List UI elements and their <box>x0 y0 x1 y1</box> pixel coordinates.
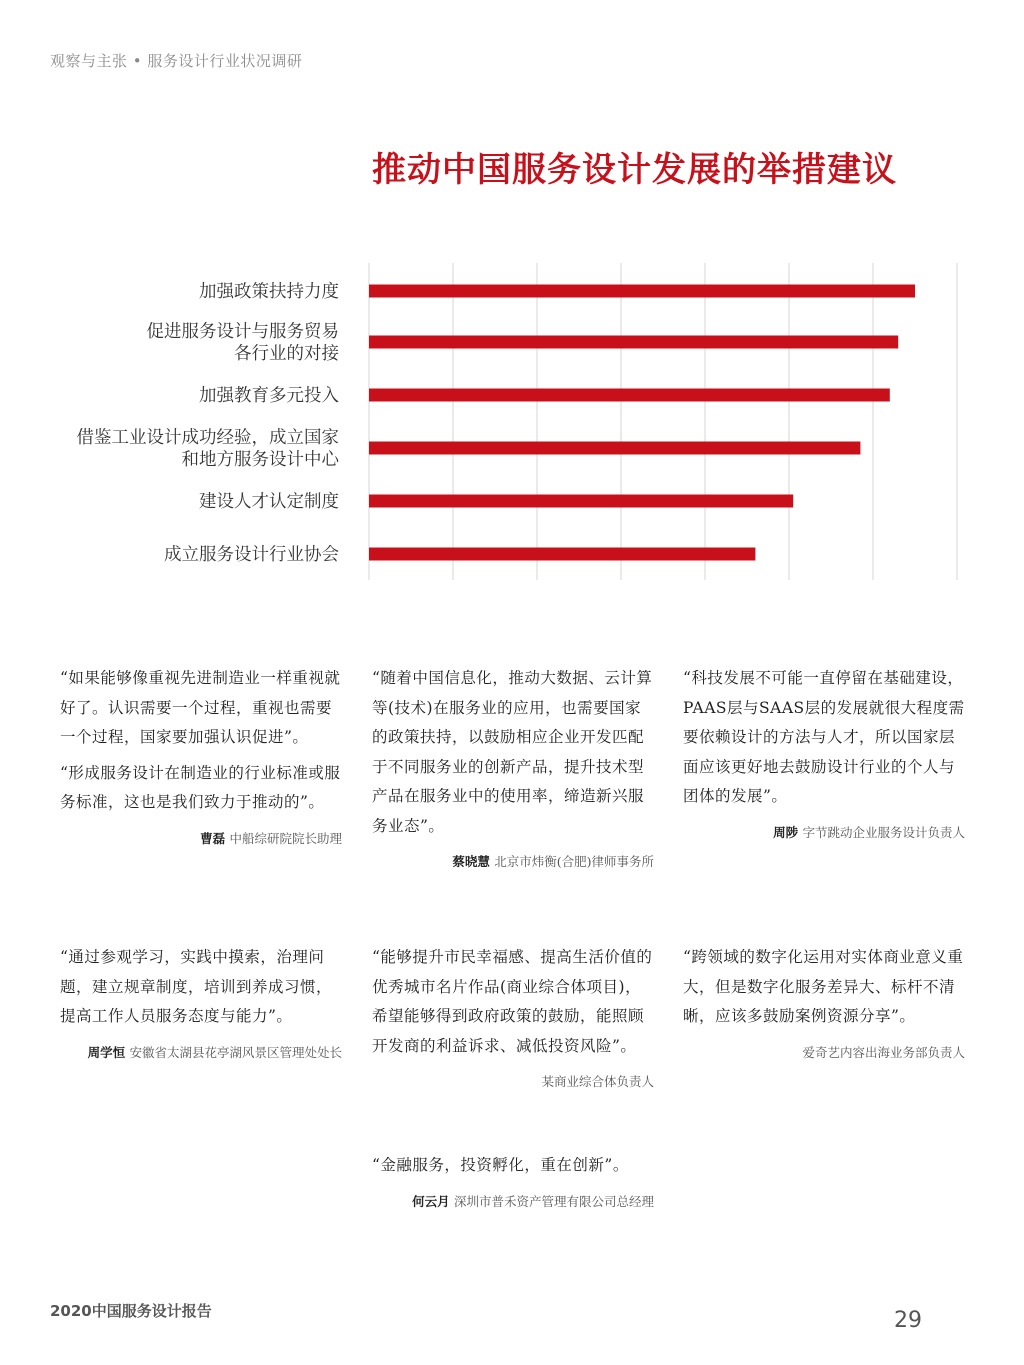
category-label: 加强教育多元投入 <box>199 386 339 406</box>
quote-block-2 <box>372 664 654 873</box>
bar <box>369 389 890 402</box>
quote-block-4 <box>60 943 342 1064</box>
quote-attribution <box>372 1071 654 1093</box>
attribution-role: 字节跳动企业服务设计负责人 <box>802 824 965 840</box>
category-label: 借鉴工业设计成功经验，成立国家 <box>76 428 339 448</box>
bar <box>369 442 860 455</box>
quote-block-3 <box>683 664 965 844</box>
quote-text: “跨领域的数字化运用对实体商业意义重大，但是数字化服务差异大、标杆不清晰，应该多鼓励案例资源分享”。 <box>683 948 964 1025</box>
quote-block-6 <box>683 943 965 1064</box>
quote-attribution <box>683 822 965 844</box>
attribution-name: 曹磊 <box>200 830 230 846</box>
bar <box>369 548 755 561</box>
quote-text: “如果能够像重视先进制造业一样重视就好了。认识需要一个过程，重视也需要一个过程，国家要加强认识促进”。 <box>60 669 341 746</box>
attribution-name: 周学恒 <box>87 1044 130 1060</box>
quote-text: “科技发展不可能一直停留在基础建设，PAAS层与SAAS层的发展就很大程度需要依赖设计的方法与人才，所以国家层面应该更好地去鼓励设计行业的个人与团体的发展”。 <box>683 669 965 805</box>
quote-text: “金融服务，投资孵化，重在创新”。 <box>372 1156 629 1174</box>
breadcrumb: 观察与主张 • 服务设计行业状况调研 <box>50 52 303 70</box>
quote-attribution <box>60 1042 342 1064</box>
category-label: 各行业的对接 <box>234 344 339 364</box>
attribution-name: 周陟 <box>773 824 803 840</box>
bar <box>369 336 898 349</box>
quote-text: “形成服务设计在制造业的行业标准或服务标准，这也是我们致力于推动的”。 <box>60 763 341 811</box>
attribution-name: 何云月 <box>412 1193 454 1209</box>
attribution-role: 爱奇艺内容出海业务部负责人 <box>802 1044 965 1060</box>
quote-text: “随着中国信息化，推动大数据、云计算等(技术)在服务业的应用，也需要国家的政策扶持，以鼓励相应企业开发匹配于不同服务业的创新产品，提升技术型产品在服务业中的使用率，缔造新兴服务业态”。 <box>372 669 653 835</box>
category-label: 成立服务设计行业协会 <box>164 545 339 565</box>
quote-text: “通过参观学习，实践中摸索，治理问题，建立规章制度，培训到养成习惯，提高工作人员服务态度与能力”。 <box>60 948 333 1025</box>
quote-attribution <box>683 1042 965 1064</box>
report-title: 2020中国服务设计报告 <box>50 1302 212 1320</box>
attribution-name: 蔡晓慧 <box>452 854 495 869</box>
quote-block-7 <box>372 1151 654 1213</box>
category-label: 和地方服务设计中心 <box>181 450 339 470</box>
quote-attribution <box>372 851 654 873</box>
quote-text: “能够提升市民幸福感、提高生活价值的优秀城市名片作品(商业综合体项目)，希望能够得到政府政策的鼓励，能照顾开发商的利益诉求、减低投资风险”。 <box>372 948 653 1055</box>
quote-attribution <box>372 1191 654 1213</box>
page-number: 29 <box>894 1308 922 1333</box>
category-label: 促进服务设计与服务贸易 <box>146 322 339 342</box>
quote-attribution <box>60 828 342 850</box>
quote-block-5 <box>372 943 654 1093</box>
bar <box>369 495 793 508</box>
attribution-role: 深圳市普禾资产管理有限公司总经理 <box>453 1193 654 1209</box>
page-title: 推动中国服务设计发展的举措建议 <box>372 150 897 190</box>
category-label: 加强政策扶持力度 <box>199 282 339 302</box>
bar <box>369 285 915 298</box>
attribution-role: 某商业综合体负责人 <box>541 1074 654 1089</box>
attribution-role: 北京市炜衡(合肥)律师事务所 <box>494 854 654 869</box>
category-label: 建设人才认定制度 <box>199 492 339 512</box>
attribution-role: 中船综研院院长助理 <box>229 830 342 846</box>
attribution-role: 安徽省太湖县花亭湖风景区管理处处长 <box>129 1044 342 1060</box>
quote-block-1 <box>60 664 342 850</box>
bar-chart <box>40 255 980 590</box>
